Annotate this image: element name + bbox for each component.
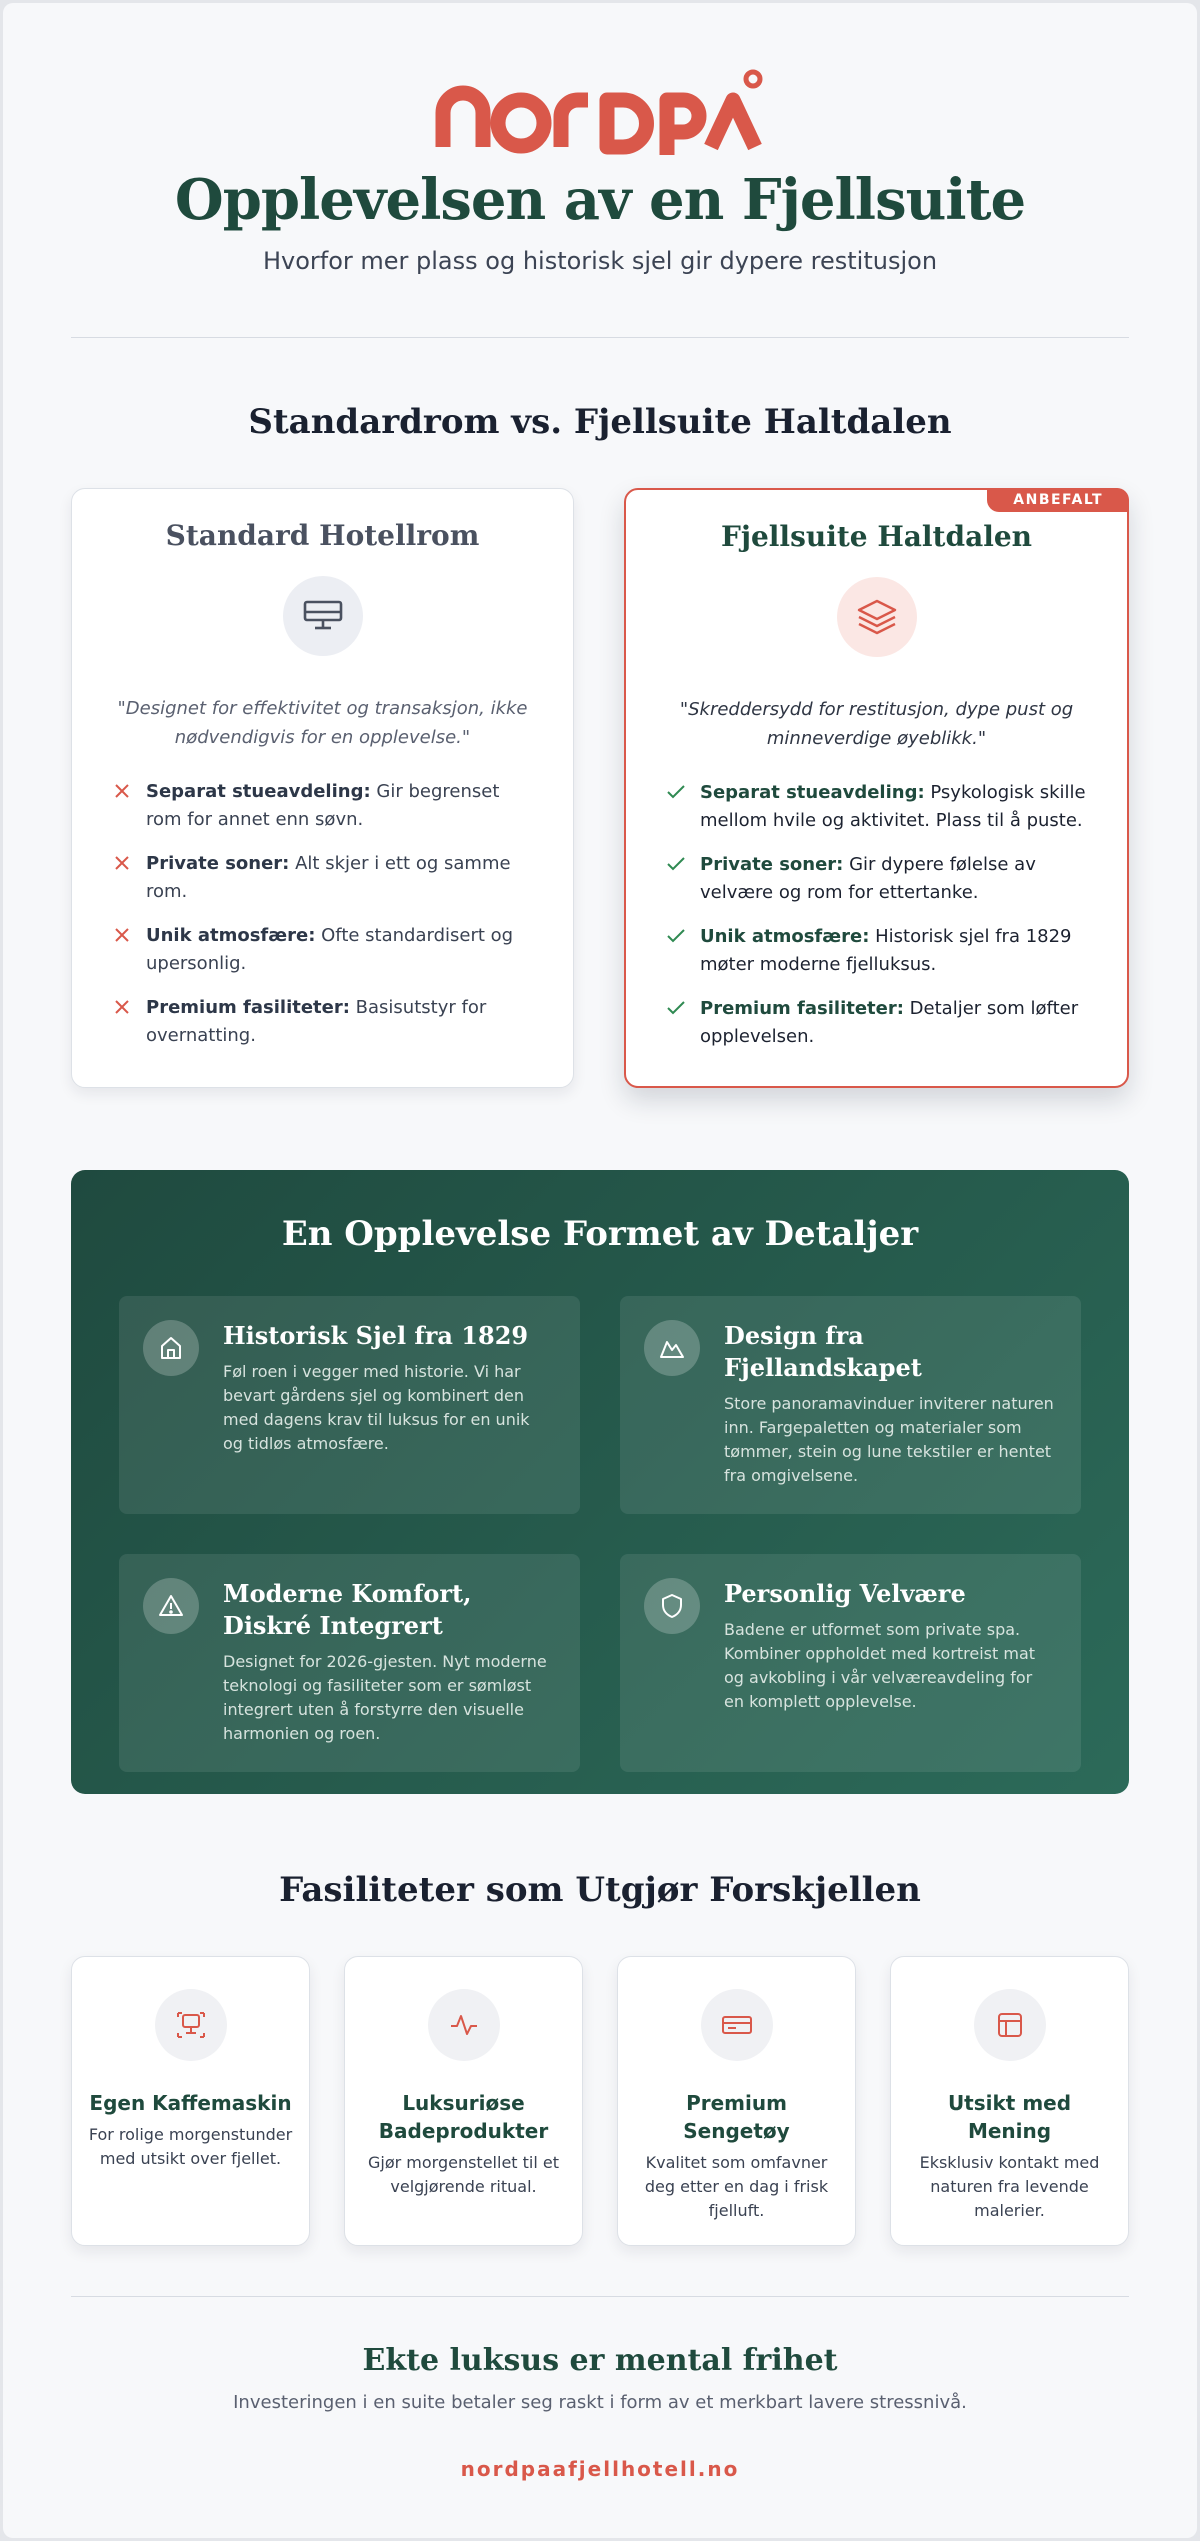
feature-label: Separat stueavdeling: bbox=[146, 781, 371, 802]
feature-text bbox=[146, 922, 533, 978]
website-link[interactable]: nordpaafjellhotell.no bbox=[460, 2457, 740, 2481]
check-icon bbox=[666, 851, 686, 907]
feature-desc: Alt skjer i ett og samme rom. bbox=[146, 853, 511, 902]
amenity-text: Gjør morgenstellet til et velgjørende ritual. bbox=[367, 2153, 560, 2196]
feature-item bbox=[666, 779, 1087, 835]
amenity-text: Kvalitet som omfavner deg etter en dag i frisk fjelluft. bbox=[644, 2153, 829, 2220]
check-icon bbox=[666, 779, 686, 835]
fjellsuite-features bbox=[666, 779, 1087, 1051]
amenity-card bbox=[890, 1956, 1129, 2246]
shield-icon bbox=[644, 1578, 700, 1634]
amenity-title: Egen Kaffemaskin bbox=[89, 2091, 292, 2115]
check-icon bbox=[666, 995, 686, 1051]
feature-label: Unik atmosfære: bbox=[700, 926, 870, 947]
bed-icon bbox=[701, 1989, 773, 2061]
feature-desc: Historisk sjel fra 1829 møter moderne fjelluksus. bbox=[700, 926, 1072, 975]
feature-item bbox=[666, 923, 1087, 979]
amenity-card bbox=[344, 1956, 583, 2246]
feature-item bbox=[112, 850, 533, 906]
amenity-title: Premium Sengetøy bbox=[683, 2091, 790, 2143]
amenities-grid bbox=[71, 1956, 1129, 2246]
feature-item bbox=[112, 922, 533, 978]
standard-room-title: Standard Hotellrom bbox=[165, 519, 480, 552]
fjellsuite-card bbox=[624, 488, 1129, 1088]
amenity-card bbox=[617, 1956, 856, 2246]
fjellsuite-quote: "Skreddersydd for restitusjon, dype pust og minneverdige øyeblikk." bbox=[679, 699, 1074, 749]
details-section bbox=[71, 1170, 1129, 1794]
amenity-title: Luksuriøse Badeprodukter bbox=[378, 2091, 549, 2143]
feature-text bbox=[146, 850, 533, 906]
feature-item bbox=[112, 778, 533, 834]
divider bbox=[71, 2296, 1129, 2297]
feature-desc: Detaljer som løfter opplevelsen. bbox=[700, 998, 1079, 1047]
amenity-text: Eksklusiv kontakt med naturen fra levende malerier. bbox=[919, 2153, 1100, 2220]
closing-title: Ekte luksus er mental frihet bbox=[362, 2343, 838, 2378]
standard-room-card bbox=[71, 488, 574, 1088]
monitor-icon bbox=[283, 576, 363, 656]
feature-text bbox=[700, 851, 1087, 907]
feature-label: Separat stueavdeling: bbox=[700, 782, 925, 803]
standard-room-features bbox=[112, 778, 533, 1050]
coffee-machine-icon bbox=[155, 1989, 227, 2061]
fjellsuite-title: Fjellsuite Haltdalen bbox=[720, 520, 1033, 553]
detail-title: Historisk Sjel fra 1829 bbox=[223, 1321, 529, 1350]
feature-desc: Ofte standardisert og upersonlig. bbox=[146, 925, 514, 974]
feature-desc: Psykologisk skille mellom hvile og aktivitet. Plass til å puste. bbox=[700, 782, 1086, 831]
detail-card bbox=[620, 1296, 1081, 1514]
activity-icon bbox=[428, 1989, 500, 2061]
nordpa-logo bbox=[435, 69, 765, 155]
layers-icon bbox=[837, 577, 917, 657]
amenity-text: For rolige morgenstunder med utsikt over fjellet. bbox=[88, 2125, 293, 2168]
warning-icon bbox=[143, 1578, 199, 1634]
feature-label: Premium fasiliteter: bbox=[146, 997, 350, 1018]
feature-desc: Gir dypere følelse av velvære og rom for ettertanke. bbox=[700, 854, 1036, 903]
comparison-cards bbox=[71, 488, 1129, 1088]
detail-card bbox=[119, 1296, 580, 1514]
standard-room-quote: "Designet for effektivitet og transaksjon, ikke nødvendigvis for en opplevelse." bbox=[117, 698, 528, 748]
detail-card bbox=[119, 1554, 580, 1772]
detail-text: Føl roen i vegger med historie. Vi har bevart gårdens sjel og kombinert den med dagens krav til luksus for en unik og tidløs atmosfære. bbox=[223, 1362, 530, 1453]
comparison-title: Standardrom vs. Fjellsuite Haltdalen bbox=[248, 402, 952, 442]
feature-label: Private soner: bbox=[700, 854, 844, 875]
window-icon bbox=[974, 1989, 1046, 2061]
cross-icon bbox=[112, 778, 132, 834]
feature-text bbox=[146, 994, 533, 1050]
detail-card bbox=[620, 1554, 1081, 1772]
detail-title: Personlig Velvære bbox=[724, 1579, 966, 1608]
recommended-badge: ANBEFALT bbox=[987, 488, 1129, 512]
detail-title: Design fra Fjellandskapet bbox=[724, 1321, 922, 1382]
detail-text: Designet for 2026-gjesten. Nyt moderne teknologi og fasiliteter som er sømløst integrert uten å forstyrre den visuelle harmonien og roen. bbox=[223, 1652, 547, 1743]
mountain-icon bbox=[644, 1320, 700, 1376]
feature-text bbox=[700, 923, 1087, 979]
feature-label: Premium fasiliteter: bbox=[700, 998, 904, 1019]
home-icon bbox=[143, 1320, 199, 1376]
detail-text: Badene er utformet som private spa. Kombiner oppholdet med kortreist mat og avkobling i vår velværeavdeling for en komplett opplevelse. bbox=[724, 1620, 1036, 1711]
check-icon bbox=[666, 923, 686, 979]
feature-label: Private soner: bbox=[146, 853, 290, 874]
feature-label: Unik atmosfære: bbox=[146, 925, 316, 946]
feature-desc: Basisutstyr for overnatting. bbox=[146, 997, 487, 1046]
detail-title: Moderne Komfort, Diskré Integrert bbox=[223, 1579, 472, 1640]
feature-item bbox=[666, 851, 1087, 907]
divider bbox=[71, 337, 1129, 338]
details-grid bbox=[119, 1296, 1081, 1772]
page-title: Opplevelsen av en Fjellsuite bbox=[174, 167, 1026, 233]
feature-desc: Gir begrenset rom for annet enn søvn. bbox=[146, 781, 500, 830]
amenity-title: Utsikt med Mening bbox=[947, 2091, 1072, 2143]
feature-item bbox=[112, 994, 533, 1050]
cross-icon bbox=[112, 994, 132, 1050]
details-title: En Opplevelse Formet av Detaljer bbox=[281, 1214, 919, 1254]
feature-text bbox=[700, 995, 1087, 1051]
cross-icon bbox=[112, 850, 132, 906]
cross-icon bbox=[112, 922, 132, 978]
feature-text bbox=[700, 779, 1087, 835]
page-subtitle: Hvorfor mer plass og historisk sjel gir dypere restitusjon bbox=[262, 247, 938, 275]
amenity-card bbox=[71, 1956, 310, 2246]
amenities-title: Fasiliteter som Utgjør Forskjellen bbox=[279, 1870, 921, 1910]
feature-text bbox=[146, 778, 533, 834]
feature-item bbox=[666, 995, 1087, 1051]
closing-text: Investeringen i en suite betaler seg raskt i form av et merkbart lavere stressnivå. bbox=[233, 2392, 967, 2413]
infographic-page bbox=[3, 3, 1197, 2538]
detail-text: Store panoramavinduer inviterer naturen inn. Fargepaletten og materialer som tømmer, stein og lune tekstiler er hentet fra omgivelsene. bbox=[724, 1394, 1054, 1485]
